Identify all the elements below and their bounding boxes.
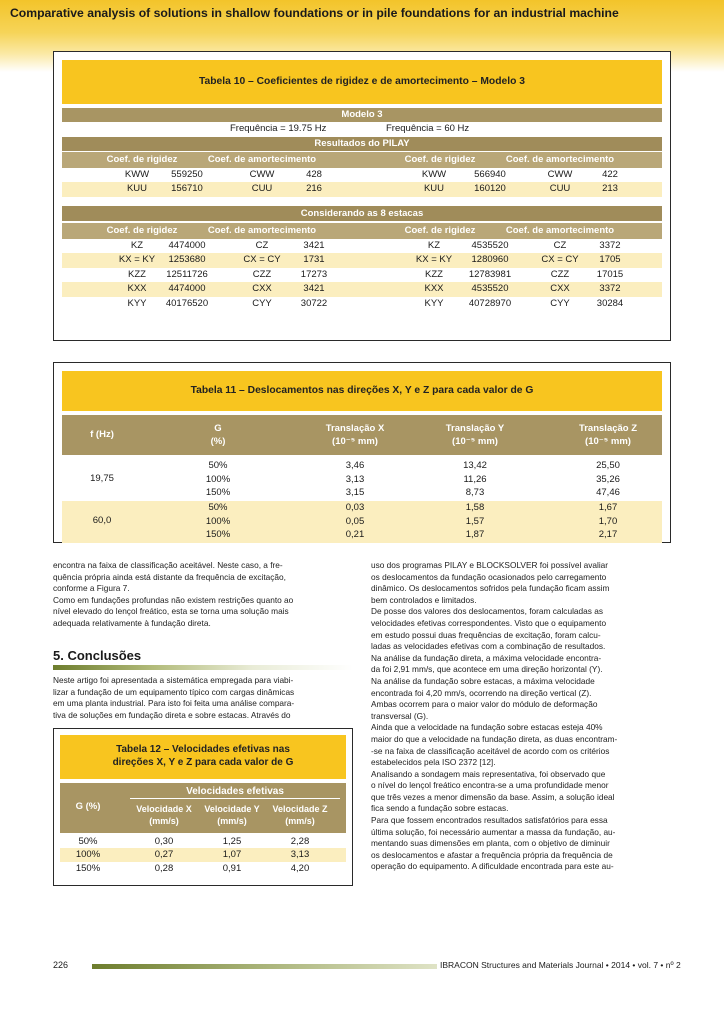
table-cell: 47,46 — [596, 487, 620, 499]
table-cell: 40728970 — [468, 297, 512, 309]
column-header: Coef. de amortecimento — [207, 225, 317, 236]
table-cell: KXX — [424, 283, 444, 295]
table-cell: 3372 — [599, 240, 621, 251]
left-paragraph-1 — [53, 560, 353, 630]
text-line: Analisando a sondagem mais representativa, foi observado que — [371, 768, 606, 779]
text-line: De posse dos valores dos deslocamentos, foram calculadas as — [371, 606, 603, 617]
column-header-line-2: (10⁻⁵ mm) — [585, 436, 631, 447]
table-cell: 17273 — [300, 268, 328, 280]
table-cell: CXX — [252, 283, 272, 295]
table-cell: 100% — [205, 473, 231, 485]
column-header — [295, 422, 415, 448]
table-10-model: Modelo 3 — [62, 108, 662, 122]
text-line: -se na faixa de classificação aceitável de acordo com os critérios — [371, 745, 610, 756]
text-line: os deslocamentos da fundação ocasionados pelo carregamento — [371, 571, 607, 582]
table-cell: 50% — [78, 836, 98, 847]
table-cell: 100% — [75, 849, 101, 861]
table-cell: 19,75 — [90, 473, 114, 484]
table-cell: KWW — [421, 169, 447, 180]
text-line: dinâmico. Os deslocamentos sofridos pela fundação ficam assim — [371, 583, 610, 594]
table-cell: KX = KY — [415, 254, 453, 266]
table-cell: CYY — [252, 297, 272, 309]
table-cell: 0,03 — [345, 502, 365, 513]
table-cell: CZZ — [550, 268, 570, 280]
table-cell: KZZ — [128, 268, 146, 280]
table-cell: CXX — [550, 283, 570, 295]
text-line: conforme a Figura 7. — [53, 583, 130, 594]
table-cell: 0,27 — [154, 849, 174, 861]
table-cell: 50% — [208, 460, 228, 471]
text-line: Neste artigo foi apresentada a sistemática empregada para viabi- — [53, 675, 294, 685]
table-row — [60, 835, 346, 848]
column-header: Coef. de rigidez — [404, 154, 476, 165]
table-cell: 0,91 — [222, 862, 242, 874]
text-line: bem controlados e limitados. — [371, 594, 477, 605]
column-header-line-2: (10⁻⁵ mm) — [452, 436, 498, 447]
table-cell: CZZ — [252, 268, 272, 280]
text-line: Ambas ocorrem para o maior valor do módulo de deformação — [371, 699, 598, 710]
table-cell: 0,28 — [154, 862, 174, 874]
table-cell: 40176520 — [165, 297, 209, 309]
table-row — [60, 862, 346, 875]
pilay-rows — [62, 168, 662, 198]
table-row — [62, 268, 662, 282]
journal-citation: IBRACON Structures and Materials Journal • 2014 • vol. 7 • nº 2 — [440, 960, 681, 970]
table-cell: 3,13 — [290, 849, 310, 861]
frequency-19-75: Frequência = 19.75 Hz — [230, 123, 327, 134]
estacas-column-headers — [62, 223, 662, 239]
column-header-line-1: Velocidade Y — [204, 804, 260, 814]
table-10-frequencies — [62, 122, 662, 136]
table-cell: 1,58 — [465, 502, 485, 513]
column-header — [415, 422, 535, 448]
column-header-line-1: Translação Y — [445, 423, 505, 434]
table-cell: 60,0 — [92, 515, 112, 526]
running-header-title: Comparative analysis of solutions in shallow foundations or in pile foundations for an industrial machine — [10, 6, 619, 20]
column-header-line-1: Velocidade X — [136, 804, 192, 814]
text-line: lizar a fundação de um equipamento típico com cargas dinâmicas — [53, 686, 295, 697]
table-cell: 1,70 — [598, 515, 618, 527]
pilay-header: Resultados do PILAY — [62, 137, 662, 151]
text-line: ladas as velocidades efetivas com a combinação de resultados. — [371, 641, 606, 652]
text-line: em uma planta industrial. Para isto foi feita uma análise compara- — [53, 698, 295, 709]
table-cell: 1,57 — [465, 515, 485, 527]
table-cell: 35,26 — [596, 473, 620, 485]
column-header-line-2: (10⁻⁵ mm) — [332, 436, 378, 447]
section-title-conclusoes: 5. Conclusões — [53, 648, 142, 663]
table-cell: 1,25 — [222, 836, 242, 847]
table-11-headers — [62, 415, 662, 455]
table-12-title-line-2: direções X, Y e Z para cada valor de G — [112, 757, 294, 768]
table-cell: CYY — [550, 297, 570, 309]
text-line: o nível do lençol freático encontra-se a uma profundidade menor — [371, 780, 609, 791]
text-line: encontrada foi 4,20 mm/s, ocorrendo na direção vertical (Z). — [371, 687, 592, 698]
text-line: que três vezes a menor dimensão da base. Assim, a solução ideal — [371, 791, 615, 802]
column-header-line-1: Velocidade Z — [272, 804, 328, 814]
section-rule — [53, 665, 353, 670]
frequency-60: Frequência = 60 Hz — [386, 123, 470, 134]
table-cell: 3421 — [303, 283, 325, 295]
text-line: mentando suas dimensões em planta, com o objetivo de diminuir — [371, 838, 610, 849]
table-cell: 4474000 — [168, 240, 206, 251]
table-cell: KZZ — [425, 268, 443, 280]
table-cell: KYY — [424, 297, 444, 309]
table-cell: 213 — [602, 183, 618, 195]
table-cell: 156710 — [171, 183, 203, 195]
column-header: G (%) — [75, 801, 101, 812]
table-cell: KXX — [127, 283, 147, 295]
table-cell: 50% — [208, 502, 228, 513]
column-header-line-1: f (Hz) — [90, 429, 114, 440]
text-line: Ainda que a velocidade na fundação sobre estacas esteja 40% — [371, 722, 603, 733]
text-line: encontra na faixa de classificação aceitável. Neste caso, a fre- — [53, 560, 283, 570]
table-cell: 216 — [306, 183, 322, 195]
table-cell: 0,05 — [345, 515, 365, 527]
table-cell: 4,20 — [290, 862, 310, 874]
table-cell: KX = KY — [118, 254, 156, 266]
table-row — [62, 168, 662, 182]
column-header: Coef. de rigidez — [404, 225, 476, 236]
table-cell: 150% — [205, 529, 231, 541]
table-cell: KWW — [124, 169, 150, 180]
table-cell: 3,13 — [345, 473, 365, 485]
table-cell: 0,21 — [345, 529, 365, 541]
table-cell: 4535520 — [471, 240, 509, 251]
table-cell: 150% — [205, 487, 231, 499]
table-cell: 17015 — [596, 268, 624, 280]
text-line: fica sendo a fundação sobre estacas. — [371, 803, 509, 814]
table-10 — [53, 51, 671, 341]
table-cell: 1705 — [599, 254, 621, 266]
column-header: Coef. de rigidez — [106, 225, 178, 236]
text-line: em estudo possui duas frequências de excitação, foram calcu- — [371, 629, 601, 640]
table-cell: 30722 — [300, 297, 328, 309]
table-cell: 4474000 — [168, 283, 206, 295]
table-12-headers — [60, 783, 346, 833]
column-group-header: Velocidades efetivas — [130, 786, 340, 799]
table-12-title — [60, 735, 346, 779]
column-header: Coef. de amortecimento — [505, 225, 615, 236]
right-column-text — [371, 560, 671, 873]
table-cell: 25,50 — [596, 460, 620, 471]
table-row — [62, 239, 662, 253]
table-cell: 2,17 — [598, 529, 618, 541]
table-cell: 12511726 — [166, 268, 208, 280]
table-cell: 0,30 — [154, 836, 174, 847]
table-12-body — [60, 835, 346, 877]
table-cell: 1280960 — [471, 254, 509, 266]
table-row — [60, 848, 346, 861]
column-header — [548, 422, 668, 448]
text-line: nível elevado do lençol freático, esta se torna uma solução mais — [53, 606, 289, 617]
table-cell: 422 — [602, 169, 618, 180]
table-cell: 3372 — [599, 283, 621, 295]
table-12-title-line-1: Tabela 12 – Velocidades efetivas nas — [116, 744, 290, 755]
table-cell: 13,42 — [463, 460, 487, 471]
text-line: quência própria ainda está distante da frequência de excitação, — [53, 571, 286, 582]
table-cell: CWW — [249, 169, 275, 180]
text-line: transversal (G). — [371, 710, 429, 721]
table-10-title: Tabela 10 – Coeficientes de rigidez e de amortecimento – Modelo 3 — [62, 60, 662, 104]
page-number: 226 — [53, 960, 69, 970]
table-cell: CUU — [549, 183, 571, 195]
table-cell: 559250 — [171, 169, 203, 180]
column-header — [128, 803, 200, 827]
text-line: última solução, foi necessário aumentar a massa da fundação, au- — [371, 826, 616, 837]
table-cell: 1,67 — [598, 502, 618, 513]
table-row — [62, 253, 662, 267]
table-11 — [53, 362, 671, 543]
table-cell: CWW — [547, 169, 573, 180]
table-cell: 3,15 — [345, 487, 365, 499]
text-line: uso dos programas PILAY e BLOCKSOLVER foi possível avaliar — [371, 560, 609, 570]
table-cell: 100% — [205, 515, 231, 527]
column-header-line-1: Translação X — [325, 423, 385, 434]
text-line: Na análise da fundação sobre estacas, a máxima velocidade — [371, 675, 595, 686]
column-header-line-1: G — [214, 423, 222, 434]
table-cell: 1731 — [303, 254, 325, 266]
table-cell: 4535520 — [471, 283, 509, 295]
table-cell: 8,73 — [465, 487, 485, 499]
text-line: os deslocamentos e afastar a frequência própria da frequência de — [371, 849, 613, 860]
column-header-line-2: (mm/s) — [217, 816, 247, 826]
text-line: velocidades efetivas correspondentes. Visto que o equipamento — [371, 617, 607, 628]
table-cell: KUU — [126, 183, 148, 195]
table-cell: 1,87 — [465, 529, 485, 541]
text-line: Para que fossem encontrados resultados satisfatórios para essa — [371, 815, 608, 826]
table-cell: CX = CY — [243, 254, 281, 266]
table-cell: 1,07 — [222, 849, 242, 861]
table-cell: 30284 — [596, 297, 624, 309]
text-line: estabelecidos pela ISO 2372 [12]. — [371, 757, 496, 768]
table-cell: CUU — [251, 183, 273, 195]
table-cell: 3,46 — [345, 460, 365, 471]
text-line: Na análise da fundação direta, a máxima velocidade encontra- — [371, 652, 602, 663]
table-cell: KZ — [130, 240, 144, 251]
column-header — [158, 422, 278, 448]
table-cell: 1253680 — [168, 254, 206, 266]
column-header: Coef. de rigidez — [106, 154, 178, 165]
text-line: Como em fundações profundas não existem restrições quanto ao — [53, 594, 294, 605]
table-11-title: Tabela 11 – Deslocamentos nas direções X, Y e Z para cada valor de G — [62, 371, 662, 411]
table-cell: 428 — [306, 169, 322, 180]
table-cell: 3421 — [303, 240, 325, 251]
footer-rule — [92, 964, 437, 969]
column-header-line-1: Translação Z — [578, 423, 638, 434]
table-cell: 160120 — [474, 183, 506, 195]
column-header: Coef. de amortecimento — [505, 154, 615, 165]
column-header — [42, 428, 162, 441]
text-line: operação do equipamento. A dificuldade encontrada para este au- — [371, 861, 614, 872]
estacas-rows — [62, 239, 662, 311]
text-line: tiva de soluções em fundação direta e sobre estacas. Através do — [53, 709, 291, 720]
column-header-line-2: (%) — [210, 436, 226, 447]
table-cell: 566940 — [474, 169, 506, 180]
table-cell: 11,26 — [463, 473, 487, 485]
column-header — [264, 803, 336, 827]
table-cell: CX = CY — [541, 254, 579, 266]
pilay-column-headers — [62, 152, 662, 168]
text-line: adequada relativamente à fundação direta. — [53, 617, 211, 628]
text-line: da foi 2,91 mm/s, que acontece em uma direção horizontal (Y). — [371, 664, 603, 675]
column-header-line-2: (mm/s) — [149, 816, 179, 826]
table-cell: KYY — [127, 297, 147, 309]
table-row — [62, 182, 662, 196]
table-cell: KUU — [423, 183, 445, 195]
left-paragraph-2 — [53, 675, 353, 721]
text-line: maior do que a velocidade na fundação direta, as duas encontram- — [371, 733, 618, 744]
table-cell: 12783981 — [468, 268, 512, 280]
table-cell: CZ — [553, 240, 567, 251]
column-header — [196, 803, 268, 827]
table-cell: 2,28 — [290, 836, 310, 847]
table-row — [62, 297, 662, 311]
table-cell: CZ — [255, 240, 269, 251]
table-12 — [53, 728, 353, 886]
table-cell: 150% — [75, 862, 101, 874]
estacas-header: Considerando as 8 estacas — [62, 206, 662, 221]
table-11-body — [62, 459, 662, 543]
table-row — [62, 282, 662, 296]
column-header-line-2: (mm/s) — [285, 816, 315, 826]
table-cell: KZ — [427, 240, 441, 251]
column-header: Coef. de amortecimento — [207, 154, 317, 165]
